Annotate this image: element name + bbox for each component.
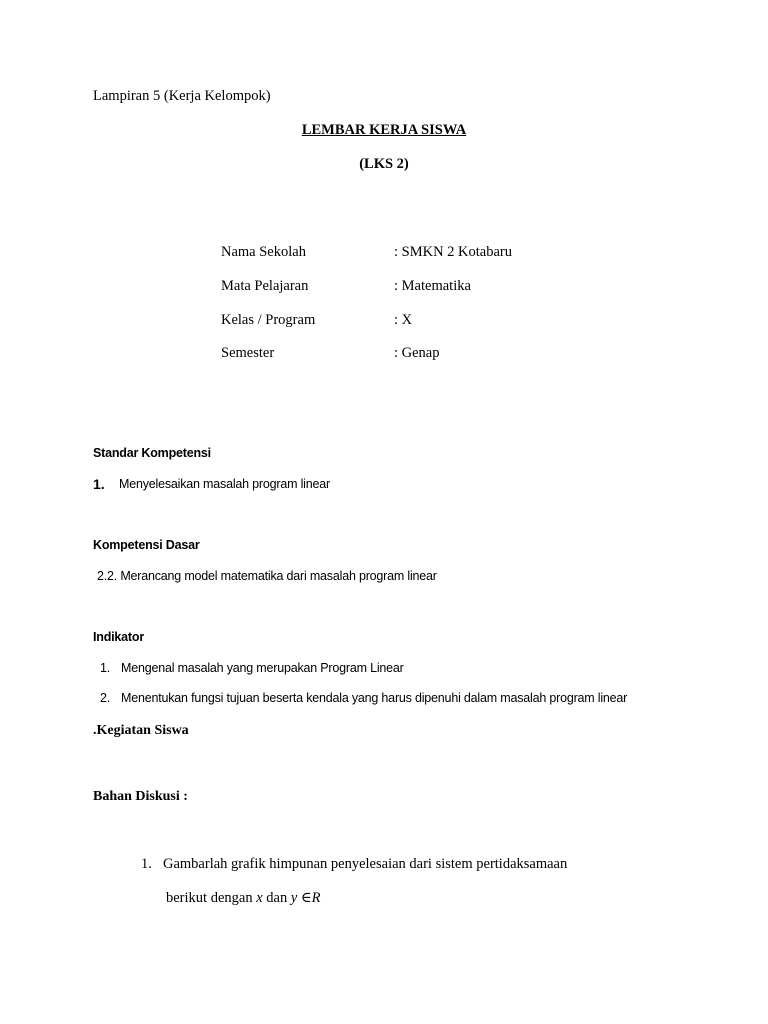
bahan-item-number: 1. — [141, 856, 152, 872]
identity-value: : Matematika — [394, 278, 471, 294]
identity-label: Nama Sekolah — [221, 244, 306, 260]
appendix-label: Lampiran 5 (Kerja Kelompok) — [93, 88, 271, 104]
identity-value: : X — [394, 312, 413, 328]
bahan-item-text: Gambarlah grafik himpunan penyelesaian dari sistem pertidaksamaan — [163, 856, 568, 872]
document-title: LEMBAR KERJA SISWA — [301, 122, 467, 138]
list-item-number: 2. — [100, 691, 111, 705]
math-set-r: R — [311, 890, 321, 906]
list-item: Mengenal masalah yang merupakan Program Linear — [121, 661, 404, 675]
element-of-symbol: ∈ — [297, 890, 312, 906]
kompetensi-text: 2.2. Merancang model matematika dari masalah program linear — [97, 569, 437, 583]
identity-label: Semester — [221, 345, 275, 361]
identity-value: : Genap — [394, 345, 440, 361]
standar-text: Menyelesaikan masalah program linear — [119, 477, 330, 491]
text-fragment: berikut dengan — [166, 890, 257, 906]
identity-label: Kelas / Program — [221, 312, 316, 328]
text-fragment: dan — [262, 890, 291, 906]
math-variable-x: x — [256, 890, 263, 906]
identity-label: Mata Pelajaran — [221, 278, 309, 294]
math-variable-y: y — [290, 890, 298, 906]
standar-number: 1. — [93, 476, 105, 492]
kompetensi-heading: Kompetensi Dasar — [93, 538, 200, 552]
indikator-heading: Indikator — [93, 630, 144, 644]
list-item-number: 1. — [100, 661, 111, 675]
list-item: Menentukan fungsi tujuan beserta kendala yang harus dipenuhi dalam masalah program linear — [121, 691, 628, 705]
document-subtitle: (LKS 2) — [359, 156, 409, 172]
bahan-heading: Bahan Diskusi : — [93, 789, 188, 804]
standar-heading: Standar Kompetensi — [93, 446, 211, 460]
identity-value: : SMKN 2 Kotabaru — [394, 244, 513, 260]
kegiatan-heading: .Kegiatan Siswa — [93, 723, 189, 738]
bahan-item-continuation — [166, 891, 320, 906]
